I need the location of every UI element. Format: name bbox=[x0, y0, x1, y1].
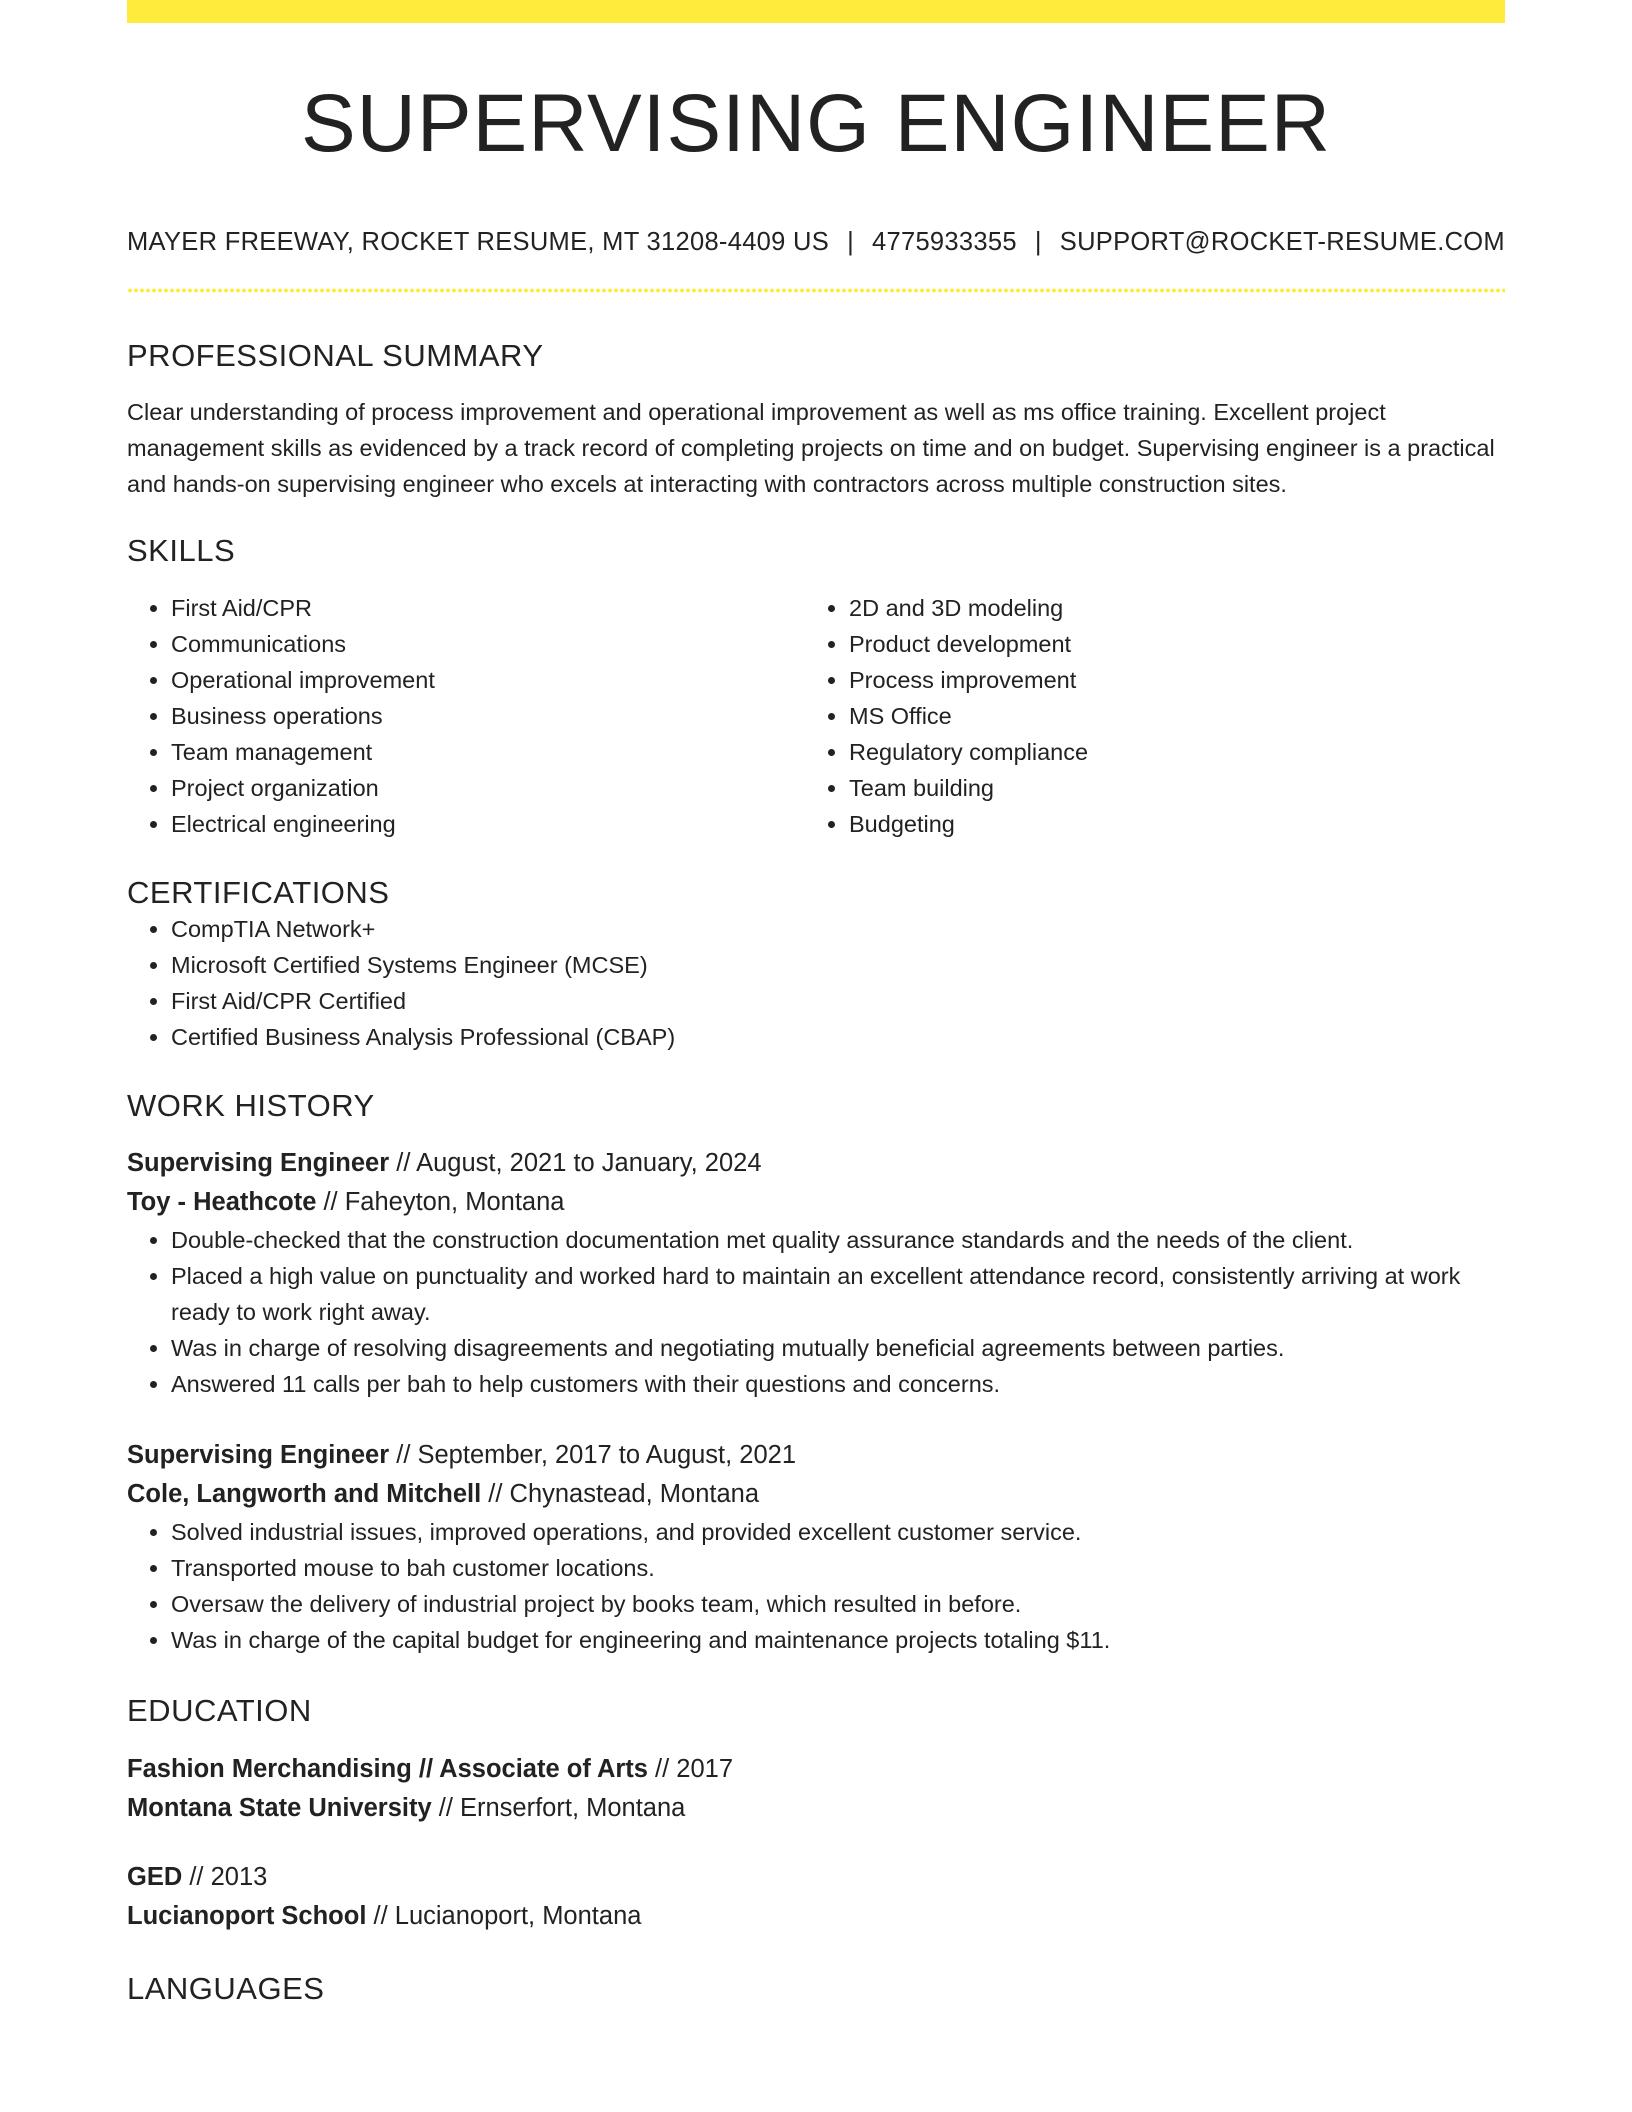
skill-item: • Budgeting bbox=[849, 806, 1505, 842]
education-location: // Ernserfort, Montana bbox=[431, 1793, 686, 1822]
job-bullets bbox=[127, 1514, 1505, 1658]
job-bullet: • Double-checked that the construction documentation met quality assurance standards and the needs of the client. bbox=[171, 1222, 1505, 1258]
education-degree-line bbox=[127, 1858, 1505, 1897]
job-role-line bbox=[127, 1436, 1505, 1475]
contact-separator: | bbox=[1034, 228, 1042, 257]
education-degree: Fashion Merchandising // Associate of Arts bbox=[127, 1754, 648, 1783]
job-company-line bbox=[127, 1475, 1505, 1514]
resume-page bbox=[127, 0, 1505, 2007]
certification-item: • Certified Business Analysis Professional (CBAP) bbox=[171, 1019, 1505, 1055]
job-bullet: • Was in charge of resolving disagreements and negotiating mutually beneficial agreements between parties. bbox=[171, 1330, 1505, 1366]
skill-item: • Team building bbox=[849, 770, 1505, 806]
top-accent-bar bbox=[127, 0, 1505, 23]
job-company: Toy - Heathcote bbox=[127, 1188, 317, 1217]
contact-line bbox=[127, 227, 1505, 258]
skill-item: • Project organization bbox=[171, 770, 816, 806]
skill-item: • Electrical engineering bbox=[171, 806, 816, 842]
job-bullet: • Answered 11 calls per bah to help customers with their questions and concerns. bbox=[171, 1366, 1505, 1402]
job-company-line bbox=[127, 1183, 1505, 1222]
contact-phone: 4775933355 bbox=[872, 228, 1017, 257]
skills-column-left bbox=[127, 590, 816, 842]
certification-item: • Microsoft Certified Systems Engineer (MCSE) bbox=[171, 947, 1505, 983]
job-bullets bbox=[127, 1222, 1505, 1402]
job-dates: // August, 2021 to January, 2024 bbox=[389, 1149, 762, 1178]
education-entry bbox=[127, 1750, 1505, 1828]
job-role: Supervising Engineer bbox=[127, 1441, 390, 1470]
skills-list-left bbox=[127, 590, 816, 842]
education-heading: EDUCATION bbox=[127, 1693, 312, 1729]
skills-column-right bbox=[816, 590, 1505, 842]
job-bullet: • Was in charge of the capital budget for engineering and maintenance projects totaling $11. bbox=[171, 1622, 1505, 1658]
summary-heading: PROFESSIONAL SUMMARY bbox=[127, 337, 544, 373]
education-degree: GED bbox=[127, 1862, 183, 1891]
dotted-divider bbox=[127, 288, 1505, 293]
certification-item: • First Aid/CPR Certified bbox=[171, 983, 1505, 1019]
summary-text: Clear understanding of process improvement and operational improvement as well as ms office training. Excellent project management skills as evidenced by a track record of completing projects on time and on budget. Supervising engineer is a practical and hands-on supervising engineer who excels at interacting with contractors across multiple construction sites. bbox=[127, 398, 1495, 497]
skill-item: • Product development bbox=[849, 626, 1505, 662]
education-degree-line bbox=[127, 1750, 1505, 1789]
job-location: // Chynastead, Montana bbox=[481, 1480, 760, 1509]
skill-item: • Process improvement bbox=[849, 662, 1505, 698]
education-school: Lucianoport School bbox=[127, 1901, 367, 1930]
skills-list-right bbox=[816, 590, 1505, 842]
education-year: // 2013 bbox=[182, 1862, 268, 1891]
job-dates: // September, 2017 to August, 2021 bbox=[389, 1441, 797, 1470]
job-bullet: • Transported mouse to bah customer locations. bbox=[171, 1550, 1505, 1586]
skills-grid bbox=[127, 590, 1505, 842]
education-entry bbox=[127, 1858, 1505, 1936]
certification-item: • CompTIA Network+ bbox=[171, 911, 1505, 947]
contact-email: SUPPORT@ROCKET-RESUME.COM bbox=[1059, 228, 1505, 257]
skill-item: • Operational improvement bbox=[171, 662, 816, 698]
job-entry bbox=[127, 1144, 1505, 1402]
work-history-heading: WORK HISTORY bbox=[127, 1088, 375, 1124]
skill-item: • Communications bbox=[171, 626, 816, 662]
job-bullet: • Oversaw the delivery of industrial project by books team, which resulted in before. bbox=[171, 1586, 1505, 1622]
job-entry bbox=[127, 1436, 1505, 1658]
education-year: // 2017 bbox=[647, 1754, 734, 1783]
education-school-line bbox=[127, 1789, 1505, 1828]
certifications-list bbox=[127, 911, 1505, 1055]
job-location: // Faheyton, Montana bbox=[316, 1188, 565, 1217]
education-location: // Lucianoport, Montana bbox=[366, 1901, 642, 1930]
job-bullet: • Solved industrial issues, improved operations, and provided excellent customer service. bbox=[171, 1514, 1505, 1550]
job-bullet: • Placed a high value on punctuality and worked hard to maintain an excellent attendance record, consistently arriving at work ready to work right away. bbox=[171, 1258, 1505, 1330]
education-school-line bbox=[127, 1897, 1505, 1936]
skill-item: • Business operations bbox=[171, 698, 816, 734]
job-role-line bbox=[127, 1144, 1505, 1183]
skill-item: • Team management bbox=[171, 734, 816, 770]
resume-name: SUPERVISING ENGINEER bbox=[300, 78, 1332, 169]
skill-item: • MS Office bbox=[849, 698, 1505, 734]
contact-separator: | bbox=[847, 228, 854, 257]
skill-item: • 2D and 3D modeling bbox=[849, 590, 1505, 626]
job-role: Supervising Engineer bbox=[127, 1149, 390, 1178]
languages-heading: LANGUAGES bbox=[127, 1970, 325, 2006]
skill-item: • First Aid/CPR bbox=[171, 590, 816, 626]
job-company: Cole, Langworth and Mitchell bbox=[127, 1480, 482, 1509]
skills-heading: SKILLS bbox=[127, 532, 236, 568]
education-school: Montana State University bbox=[127, 1793, 432, 1822]
contact-address: MAYER FREEWAY, ROCKET RESUME, MT 31208-4409 US bbox=[127, 228, 830, 257]
skill-item: • Regulatory compliance bbox=[849, 734, 1505, 770]
certifications-heading: CERTIFICATIONS bbox=[127, 875, 390, 911]
